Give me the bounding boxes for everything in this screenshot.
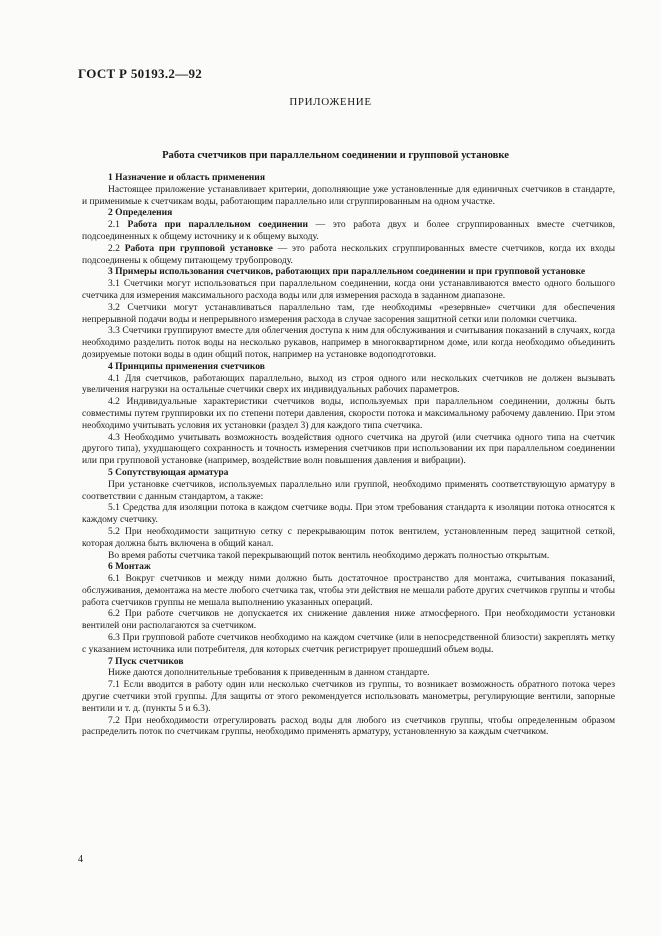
document-title: Работа счетчиков при параллельном соединении и групповой установке bbox=[162, 150, 509, 161]
body-paragraph: 3.3 Счетчики группируют вместе для облегчения доступа к ним для обслуживания и считывания показаний в случаях, когда необходимо разделить поток воды на несколько рукавов, например в многоквартирном доме, или когда необходимо объединить дозируемые потоки воды в один общий поток, например на установке водоподготовки. bbox=[82, 325, 615, 360]
body-paragraph: Во время работы счетчика такой перекрывающий поток вентиль необходимо держать полностью открытым. bbox=[108, 549, 550, 561]
clause-number: 2.2 bbox=[108, 242, 120, 254]
body-paragraph: 6.3 При групповой работе счетчиков необходимо на каждом счетчике (или в непосредственной близости) закреплять метку с указанием источника или потребителя, для которых счетчик регистрирует прошедший объем воды. bbox=[82, 632, 615, 655]
page-number: 4 bbox=[78, 854, 83, 865]
definition-text: — это работа двух и более сгруппированных вместе счетчиков, подсоединенных к общему источнику и к общему выходу. bbox=[82, 219, 615, 242]
definition-paragraph bbox=[82, 219, 615, 243]
body-paragraph: При установке счетчиков, используемых параллельно или группой, необходимо применять соответствующую арматуру в соответствии с данным стандартом, а также: bbox=[82, 478, 615, 502]
section-heading: 1 Назначение и область применения bbox=[108, 172, 265, 183]
section-heading: 7 Пуск счетчиков bbox=[108, 655, 184, 667]
document-body bbox=[82, 172, 615, 738]
body-paragraph: 5.2 При необходимости защитную сетку с перекрывающим поток вентилем, установленным перед защитной сеткой, которая должна быть включена в общий канал. bbox=[82, 525, 615, 549]
body-paragraph: 3.2 Счетчики могут устанавливаться параллельно там, где необходимы «резервные» счетчики для обеспечения непрерывной подачи воды и непрерывного измерения расхода в случае засорения защитной сетки или поломки счетчика. bbox=[82, 301, 615, 325]
section-heading: 5 Сопутствующая арматура bbox=[108, 466, 229, 478]
defined-term: Работа при групповой установке bbox=[124, 242, 273, 254]
standard-designation: ГОСТ Р 50193.2—92 bbox=[78, 66, 203, 81]
section-heading: 2 Определения bbox=[108, 207, 173, 219]
body-paragraph: Настоящее приложение устанавливает критерии, дополняющие уже установленные для единичных счетчиков в стандарте, и применимые к счетчикам воды, работающим параллельно или сгруппированным на одном участке. bbox=[82, 183, 615, 207]
body-paragraph: 5.1 Средства для изоляции потока в каждом счетчике воды. При этом требования стандарта к изоляции потока относятся к каждому счетчику. bbox=[82, 502, 615, 526]
body-paragraph: 4.3 Необходимо учитывать возможность воздействия одного счетчика на другой (или счетчика одного типа на счетчик другого типа), ухудшающего сохранность и точность измерения счетчиков при использовании их при параллельном соединении или при групповой установке (например, воздействие волн повышения давления и вибрации). bbox=[82, 431, 615, 467]
definition-text: — это работа нескольких сгруппированных вместе счетчиков, когда их входы подсоединены к общему питающему трубопроводу. bbox=[82, 242, 616, 266]
body-paragraph: 4.1 Для счетчиков, работающих параллельно, выход из строя одного или нескольких счетчиков не должен вызывать увеличения нагрузки на остальные счетчики сверх их индивидуальных рабочих параметров. bbox=[82, 372, 615, 396]
body-paragraph: 4.2 Индивидуальные характеристики счетчиков воды, используемых при параллельном соединении, должны быть совместимы путем группировки их по степени потери давления, скорости потока и максимальному рабочему давлению. При этом необходимо учитывать условия их установки (раздел 3) для каждого типа счетчика. bbox=[82, 396, 615, 431]
defined-term: Работа при параллельном соединении bbox=[127, 219, 309, 231]
appendix-label: ПРИЛОЖЕНИЕ bbox=[289, 96, 372, 108]
body-paragraph: 6.1 Вокруг счетчиков и между ними должно быть достаточное пространство для монтажа, считывания показаний, обслуживания, демонтажа на месте любого счетчика так, чтобы эти действия не мешали работе других счетчиков группы и чтобы работа счетчиков группы не мешала выполнению указанных операций. bbox=[82, 573, 615, 608]
body-paragraph: Ниже даются дополнительные требования к приведенным в данном стандарте. bbox=[108, 667, 430, 679]
definition-paragraph bbox=[82, 243, 615, 267]
section-heading: 6 Монтаж bbox=[108, 561, 151, 573]
clause-number: 2.1 bbox=[108, 219, 120, 231]
section-heading: 4 Принципы применения счетчиков bbox=[108, 360, 265, 372]
section-heading: 3 Примеры использования счетчиков, работающих при параллельном соединении и при групповой установке bbox=[108, 266, 586, 278]
body-paragraph: 7.1 Если вводится в работу один или несколько счетчиков из группы, то возникает возможность обратного потока через другие счетчики этой группы. Для защиты от этого рекомендуется использовать манометры, регулирующие вентили, запорные вентили и т. д. (пункты 5 и 6.3). bbox=[82, 679, 615, 714]
body-paragraph: 6.2 При работе счетчиков не допускается их снижение давления ниже атмосферного. При необходимости установки вентилей они располагаются за счетчиком. bbox=[82, 608, 615, 632]
body-paragraph: 3.1 Счетчики могут использоваться при параллельном соединении, когда они устанавливаются вместо одного большого счетчика для измерения максимального расхода воды или для измерения расхода в заданном диапазоне. bbox=[82, 278, 615, 301]
body-paragraph: 7.2 При необходимости отрегулировать расход воды для любого из счетчиков группы, чтобы определенным образом распределить поток по счетчикам группы, необходимо применять арматуру, установленную за каждым счетчиком. bbox=[82, 714, 615, 738]
